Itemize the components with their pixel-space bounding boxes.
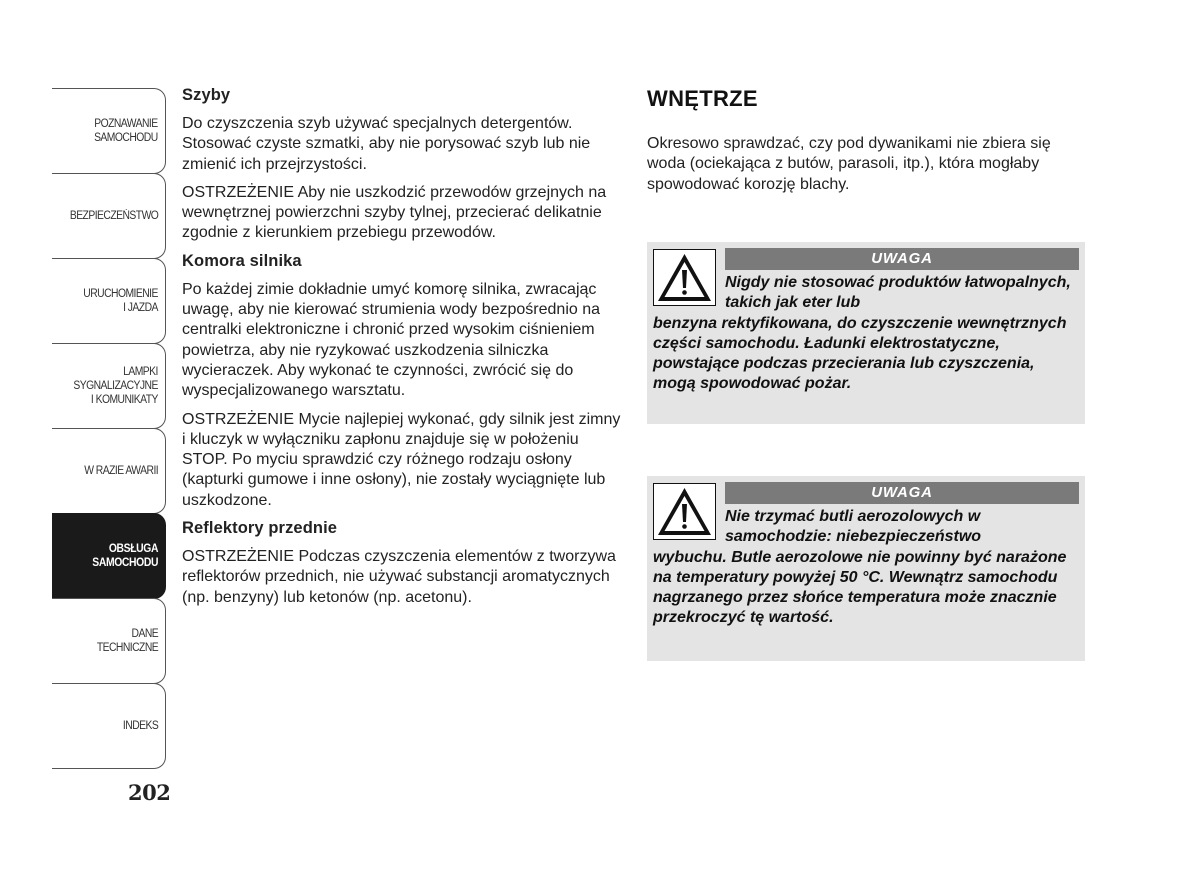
tab-w-razie-awarii[interactable] xyxy=(52,428,166,514)
right-column xyxy=(647,86,1087,627)
tab-uruchomienie-i-jazda[interactable] xyxy=(52,258,166,344)
tab-label: URUCHOMIENIE I JAZDA xyxy=(83,288,158,314)
warning-text: Nie trzymać butli aerozolowych w samochodzie: niebezpieczeństwo xyxy=(725,508,982,546)
left-column xyxy=(182,86,627,616)
paragraph: OSTRZEŻENIE Aby nie uszkodzić przewodów grzejnych na wewnętrznej powierzchni szyby tylnej, przecierać delikatnie zgodnie z kierunkiem przebiegu przewodów. xyxy=(182,183,607,242)
section-heading-wnetrze: WNĘTRZE xyxy=(647,86,758,111)
tab-label: POZNAWANIE SAMOCHODU xyxy=(94,118,158,144)
page-number: 202 xyxy=(128,780,171,805)
tab-dane-techniczne[interactable] xyxy=(52,598,166,684)
tab-label: BEZPIECZEŃSTWO xyxy=(69,210,158,222)
warning-box xyxy=(647,476,1085,661)
paragraph: Po każdej zimie dokładnie umyć komorę silnika, zwracając uwagę, aby nie kierować strumienia wody bezpośrednio na centralki elektroniczne i chronić przed wysokim ciśnieniem powietrza, aby nie ryzykować uszkodzenia silniczka wycieraczek. Aby wykonać te czynności, zwrócić się do wyspecjalizowanego warsztatu. xyxy=(182,280,601,400)
tab-label: INDEKS xyxy=(122,720,158,732)
tab-label: LAMPKI SYGNALIZACYJNE I KOMUNIKATY xyxy=(73,366,158,406)
paragraph: OSTRZEŻENIE Podczas czyszczenia elementów z tworzywa reflektorów przednich, nie używać substancji aromatycznych (np. benzyny) lub ketonów (np. acetonu). xyxy=(182,548,616,606)
section-heading-komora: Komora silnika xyxy=(182,251,302,270)
warning-text: wybuchu. Butle aerozolowe nie powinny być narażone na temperatury powyżej 50 °C. Wewnątrz samochodu nagrzanego przez słońce temperatura może znacznie przekroczyć tę wartość. xyxy=(653,548,1067,627)
tab-label: DANE TECHNICZNE xyxy=(96,628,158,654)
tab-obsluga-samochodu[interactable] xyxy=(52,513,166,599)
section-heading-reflektory: Reflektory przednie xyxy=(182,519,338,538)
warning-triangle-icon xyxy=(653,249,716,306)
paragraph: OSTRZEŻENIE Mycie najlepiej wykonać, gdy silnik jest zimny i kluczyk w wyłączniku zapłonu znajduje się w położeniu STOP. Po myciu sprawdzić czy różnego rodzaju osłony (kapturki gumowe i inne osłony), nie zostały wyciągnięte lub uszkodzone. xyxy=(182,410,621,509)
chapter-tabs xyxy=(52,88,168,768)
warning-text: benzyna rektyfikowana, do czyszczenie wewnętrznych części samochodu. Ładunki elektrostatyczne, powstające podczas przecierania lub czyszczenia, mogą spowodować pożar. xyxy=(653,314,1067,393)
warning-triangle-icon xyxy=(653,483,716,540)
warning-title: UWAGA xyxy=(725,248,1079,270)
tab-lampki-sygnalizacyjne[interactable] xyxy=(52,343,166,429)
paragraph: Okresowo sprawdzać, czy pod dywanikami nie zbiera się woda (ociekająca z butów, parasoli, itp.), która mogłaby spowodować korozję blachy. xyxy=(647,135,1051,193)
tab-poznawanie-samochodu[interactable] xyxy=(52,88,166,174)
paragraph: Do czyszczenia szyb używać specjalnych detergentów. Stosować czyste szmatki, aby nie porysować szyb lub nie zmienić ich przejrzystości. xyxy=(182,115,591,173)
section-heading-szyby: Szyby xyxy=(182,86,231,104)
tab-indeks[interactable] xyxy=(52,683,166,769)
warning-title: UWAGA xyxy=(725,482,1079,504)
warning-text: Nigdy nie stosować produktów łatwopalnych, takich jak eter lub xyxy=(725,274,1071,312)
tab-label: W RAZIE AWARII xyxy=(84,465,158,477)
warning-box xyxy=(647,242,1085,424)
tab-bezpieczenstwo[interactable] xyxy=(52,173,166,259)
tab-label: OBSŁUGA SAMOCHODU xyxy=(92,543,158,569)
